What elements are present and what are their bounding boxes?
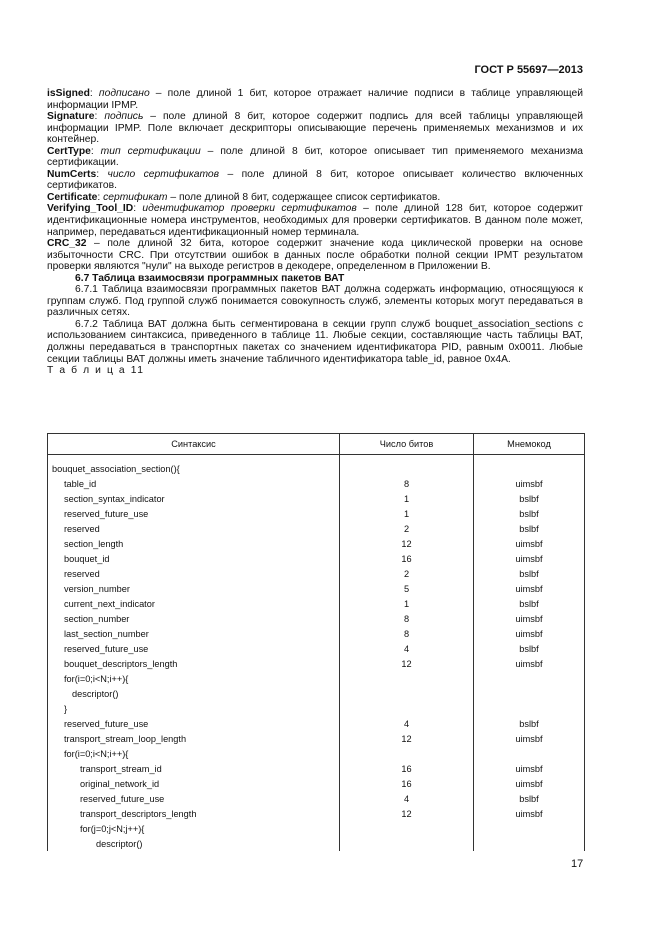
syntax-cell: reserved bbox=[48, 566, 340, 581]
sep: : bbox=[96, 168, 108, 180]
syntax-cell: section_syntax_indicator bbox=[48, 491, 340, 506]
table-row bbox=[48, 701, 585, 716]
syntax-cell: version_number bbox=[48, 581, 340, 596]
table-row bbox=[48, 506, 585, 521]
table-row bbox=[48, 491, 585, 506]
bits-cell bbox=[340, 701, 474, 716]
bits-cell: 1 bbox=[340, 506, 474, 521]
bits-cell bbox=[340, 836, 474, 851]
syntax-cell: reserved bbox=[48, 521, 340, 536]
term: CRC_32 bbox=[47, 238, 87, 250]
table-row bbox=[48, 461, 585, 476]
body-text bbox=[47, 88, 583, 377]
table-row bbox=[48, 611, 585, 626]
sep: : bbox=[97, 191, 104, 203]
table-row bbox=[48, 791, 585, 806]
mnemonic-cell: uimsbf bbox=[474, 806, 585, 821]
table-row bbox=[48, 536, 585, 551]
syntax-cell: bouquet_descriptors_length bbox=[48, 656, 340, 671]
syntax-cell: reserved_future_use bbox=[48, 641, 340, 656]
bits-cell: 12 bbox=[340, 806, 474, 821]
para-certtype bbox=[47, 146, 583, 169]
bits-cell bbox=[340, 671, 474, 686]
syntax-cell: bouquet_association_section(){ bbox=[48, 461, 340, 476]
header-syntax: Синтаксис bbox=[48, 434, 340, 455]
definition: – поле длиной 8 бит, которое описывает количество включенных сертификатов. bbox=[47, 168, 583, 192]
syntax-cell: current_next_indicator bbox=[48, 596, 340, 611]
syntax-cell: reserved_future_use bbox=[48, 506, 340, 521]
mnemonic-cell: bslbf bbox=[474, 566, 585, 581]
bits-cell: 12 bbox=[340, 536, 474, 551]
syntax-cell: original_network_id bbox=[48, 776, 340, 791]
syntax-cell: transport_stream_loop_length bbox=[48, 731, 340, 746]
term: Signature bbox=[47, 111, 95, 123]
bits-cell: 1 bbox=[340, 596, 474, 611]
table-row bbox=[48, 836, 585, 851]
mnemonic-cell: bslbf bbox=[474, 641, 585, 656]
table-body bbox=[48, 455, 585, 852]
bits-cell: 16 bbox=[340, 776, 474, 791]
term-translation: число сертификатов bbox=[107, 168, 220, 180]
mnemonic-cell bbox=[474, 686, 585, 701]
syntax-cell: transport_descriptors_length bbox=[48, 806, 340, 821]
table-row bbox=[48, 656, 585, 671]
mnemonic-cell: bslbf bbox=[474, 596, 585, 611]
bits-cell: 8 bbox=[340, 611, 474, 626]
syntax-table bbox=[47, 433, 585, 851]
mnemonic-cell: uimsbf bbox=[474, 476, 585, 491]
syntax-cell: table_id bbox=[48, 476, 340, 491]
syntax-cell: section_length bbox=[48, 536, 340, 551]
term: CertType bbox=[47, 145, 91, 157]
syntax-cell: section_number bbox=[48, 611, 340, 626]
syntax-cell: for(i=0;i<N;i++){ bbox=[48, 671, 340, 686]
mnemonic-cell: uimsbf bbox=[474, 536, 585, 551]
table-row bbox=[48, 746, 585, 761]
table-row bbox=[48, 671, 585, 686]
definition: – поле длиной 128 бит, которое содержит идентификационные номера инструментов, необходимых для проверки сертификатов. В данном поле может, например, передаваться идентификационный номер терминала. bbox=[47, 203, 583, 238]
bits-cell: 1 bbox=[340, 491, 474, 506]
table-row bbox=[48, 641, 585, 656]
mnemonic-cell: uimsbf bbox=[474, 731, 585, 746]
para-signature bbox=[47, 111, 583, 146]
para-certificate bbox=[47, 192, 583, 204]
sep: : bbox=[89, 88, 99, 99]
document-header: ГОСТ Р 55697—2013 bbox=[474, 64, 583, 76]
para-issigned bbox=[47, 88, 583, 111]
table-row bbox=[48, 476, 585, 491]
section-paragraph-2: 6.7.2 Таблица ВАТ должна быть сегментирована в секции групп служб bouquet_association_sections с использованием синтаксиса, приведенного в таблице 11. Любые секции, составляющие часть таблицы ВАТ, должны передаваться в транспортных пакетах со значением идентификатора PID, равным 0x0011. Любые секции таблицы ВАТ должны иметь значение табличного идентификатора table_id, равное 0x4A. bbox=[47, 318, 583, 365]
bits-cell: 8 bbox=[340, 626, 474, 641]
mnemonic-cell: bslbf bbox=[474, 506, 585, 521]
section-title: 6.7 Таблица взаимосвязи программных пакетов ВАТ bbox=[75, 272, 345, 284]
para-numcerts bbox=[47, 169, 583, 192]
bits-cell: 4 bbox=[340, 716, 474, 731]
sep: : bbox=[90, 145, 101, 157]
syntax-cell: for(i=0;i<N;i++){ bbox=[48, 746, 340, 761]
para-verifying-tool-id bbox=[47, 203, 583, 238]
table-row bbox=[48, 521, 585, 536]
table-row bbox=[48, 806, 585, 821]
mnemonic-cell: uimsbf bbox=[474, 776, 585, 791]
syntax-cell: reserved_future_use bbox=[48, 791, 340, 806]
mnemonic-cell bbox=[474, 461, 585, 476]
term-translation: сертификат bbox=[103, 191, 168, 203]
mnemonic-cell: uimsbf bbox=[474, 656, 585, 671]
mnemonic-cell: bslbf bbox=[474, 491, 585, 506]
table-row bbox=[48, 716, 585, 731]
sep: : bbox=[133, 203, 143, 215]
header-mnemonic: Мнемокод bbox=[474, 434, 585, 455]
page-number: 17 bbox=[571, 858, 584, 870]
bits-cell: 2 bbox=[340, 566, 474, 581]
table-row bbox=[48, 686, 585, 701]
term: Verifying_Tool_ID bbox=[47, 203, 134, 215]
bits-cell bbox=[340, 746, 474, 761]
bits-cell: 12 bbox=[340, 731, 474, 746]
table-row bbox=[48, 566, 585, 581]
table-row bbox=[48, 596, 585, 611]
definition: – поле длиной 32 бита, которое содержит значение кода циклической проверки на основе избыточности CRC. При отсутствии ошибок в данных после обработки полной секции IPMT результатом проверки являются "нули" на выходе регистров в декодере, определенном в Приложении В. bbox=[47, 238, 583, 273]
mnemonic-cell: bslbf bbox=[474, 521, 585, 536]
bits-cell bbox=[340, 461, 474, 476]
term-translation: тип сертификации bbox=[100, 145, 201, 157]
table-header-row bbox=[48, 434, 585, 455]
bits-cell: 5 bbox=[340, 581, 474, 596]
definition: – поле длиной 8 бит, содержащее список сертификатов. bbox=[167, 191, 441, 203]
syntax-cell: descriptor() bbox=[48, 836, 340, 851]
definition: – поле длиной 8 бит, которое содержит подпись для всей таблицы управляющей информации IPMP. Поле включает дескрипторы описывающие перечень применяемых механизмов и их контейнер. bbox=[47, 111, 583, 146]
mnemonic-cell bbox=[474, 821, 585, 836]
mnemonic-cell: uimsbf bbox=[474, 761, 585, 776]
table-row bbox=[48, 626, 585, 641]
bits-cell: 12 bbox=[340, 656, 474, 671]
term-translation: идентификатор проверки сертификатов bbox=[142, 203, 357, 215]
syntax-cell: } bbox=[48, 701, 340, 716]
mnemonic-cell: uimsbf bbox=[474, 626, 585, 641]
syntax-cell: transport_stream_id bbox=[48, 761, 340, 776]
mnemonic-cell: uimsbf bbox=[474, 611, 585, 626]
mnemonic-cell bbox=[474, 746, 585, 761]
section-paragraph-1: 6.7.1 Таблица взаимосвязи программных пакетов ВАТ должна содержать информацию, относящуюся к группам служб. Под группой служб понимается совокупность служб, элементы которых могут передаваться в различных сетях. bbox=[47, 284, 583, 319]
bits-cell: 4 bbox=[340, 791, 474, 806]
mnemonic-cell bbox=[474, 701, 585, 716]
term: isSigned bbox=[47, 88, 90, 99]
bits-cell: 4 bbox=[340, 641, 474, 656]
table-row bbox=[48, 581, 585, 596]
table-row bbox=[48, 551, 585, 566]
definition: – поле длиной 8 бит, которое описывает тип применяемого механизма сертификации. bbox=[47, 145, 584, 169]
syntax-cell: reserved_future_use bbox=[48, 716, 340, 731]
mnemonic-cell bbox=[474, 836, 585, 851]
term-translation: подписано bbox=[98, 88, 150, 99]
bits-cell: 8 bbox=[340, 476, 474, 491]
definition: – поле длиной 1 бит, которое отражает наличие подписи в таблице управляющей информации IPMP. bbox=[47, 88, 583, 111]
term-translation: подпись bbox=[104, 111, 144, 123]
term: NumCerts bbox=[47, 168, 97, 180]
syntax-cell: last_section_number bbox=[48, 626, 340, 641]
mnemonic-cell: bslbf bbox=[474, 716, 585, 731]
bits-cell bbox=[340, 686, 474, 701]
mnemonic-cell bbox=[474, 671, 585, 686]
syntax-cell: bouquet_id bbox=[48, 551, 340, 566]
header-bits: Число битов bbox=[340, 434, 474, 455]
table-row bbox=[48, 821, 585, 836]
table-row bbox=[48, 731, 585, 746]
syntax-cell: descriptor() bbox=[48, 686, 340, 701]
para-crc32 bbox=[47, 238, 583, 273]
term: Certificate bbox=[47, 191, 98, 203]
table-row bbox=[48, 761, 585, 776]
mnemonic-cell: uimsbf bbox=[474, 581, 585, 596]
table-row bbox=[48, 776, 585, 791]
bits-cell bbox=[340, 821, 474, 836]
table-caption: Т а б л и ц а 11 bbox=[47, 365, 145, 377]
mnemonic-cell: bslbf bbox=[474, 791, 585, 806]
mnemonic-cell: uimsbf bbox=[474, 551, 585, 566]
sep: : bbox=[94, 111, 105, 123]
bits-cell: 16 bbox=[340, 551, 474, 566]
syntax-table-wrapper bbox=[47, 433, 584, 851]
bits-cell: 16 bbox=[340, 761, 474, 776]
bits-cell: 2 bbox=[340, 521, 474, 536]
syntax-cell: for(j=0;j<N;j++){ bbox=[48, 821, 340, 836]
